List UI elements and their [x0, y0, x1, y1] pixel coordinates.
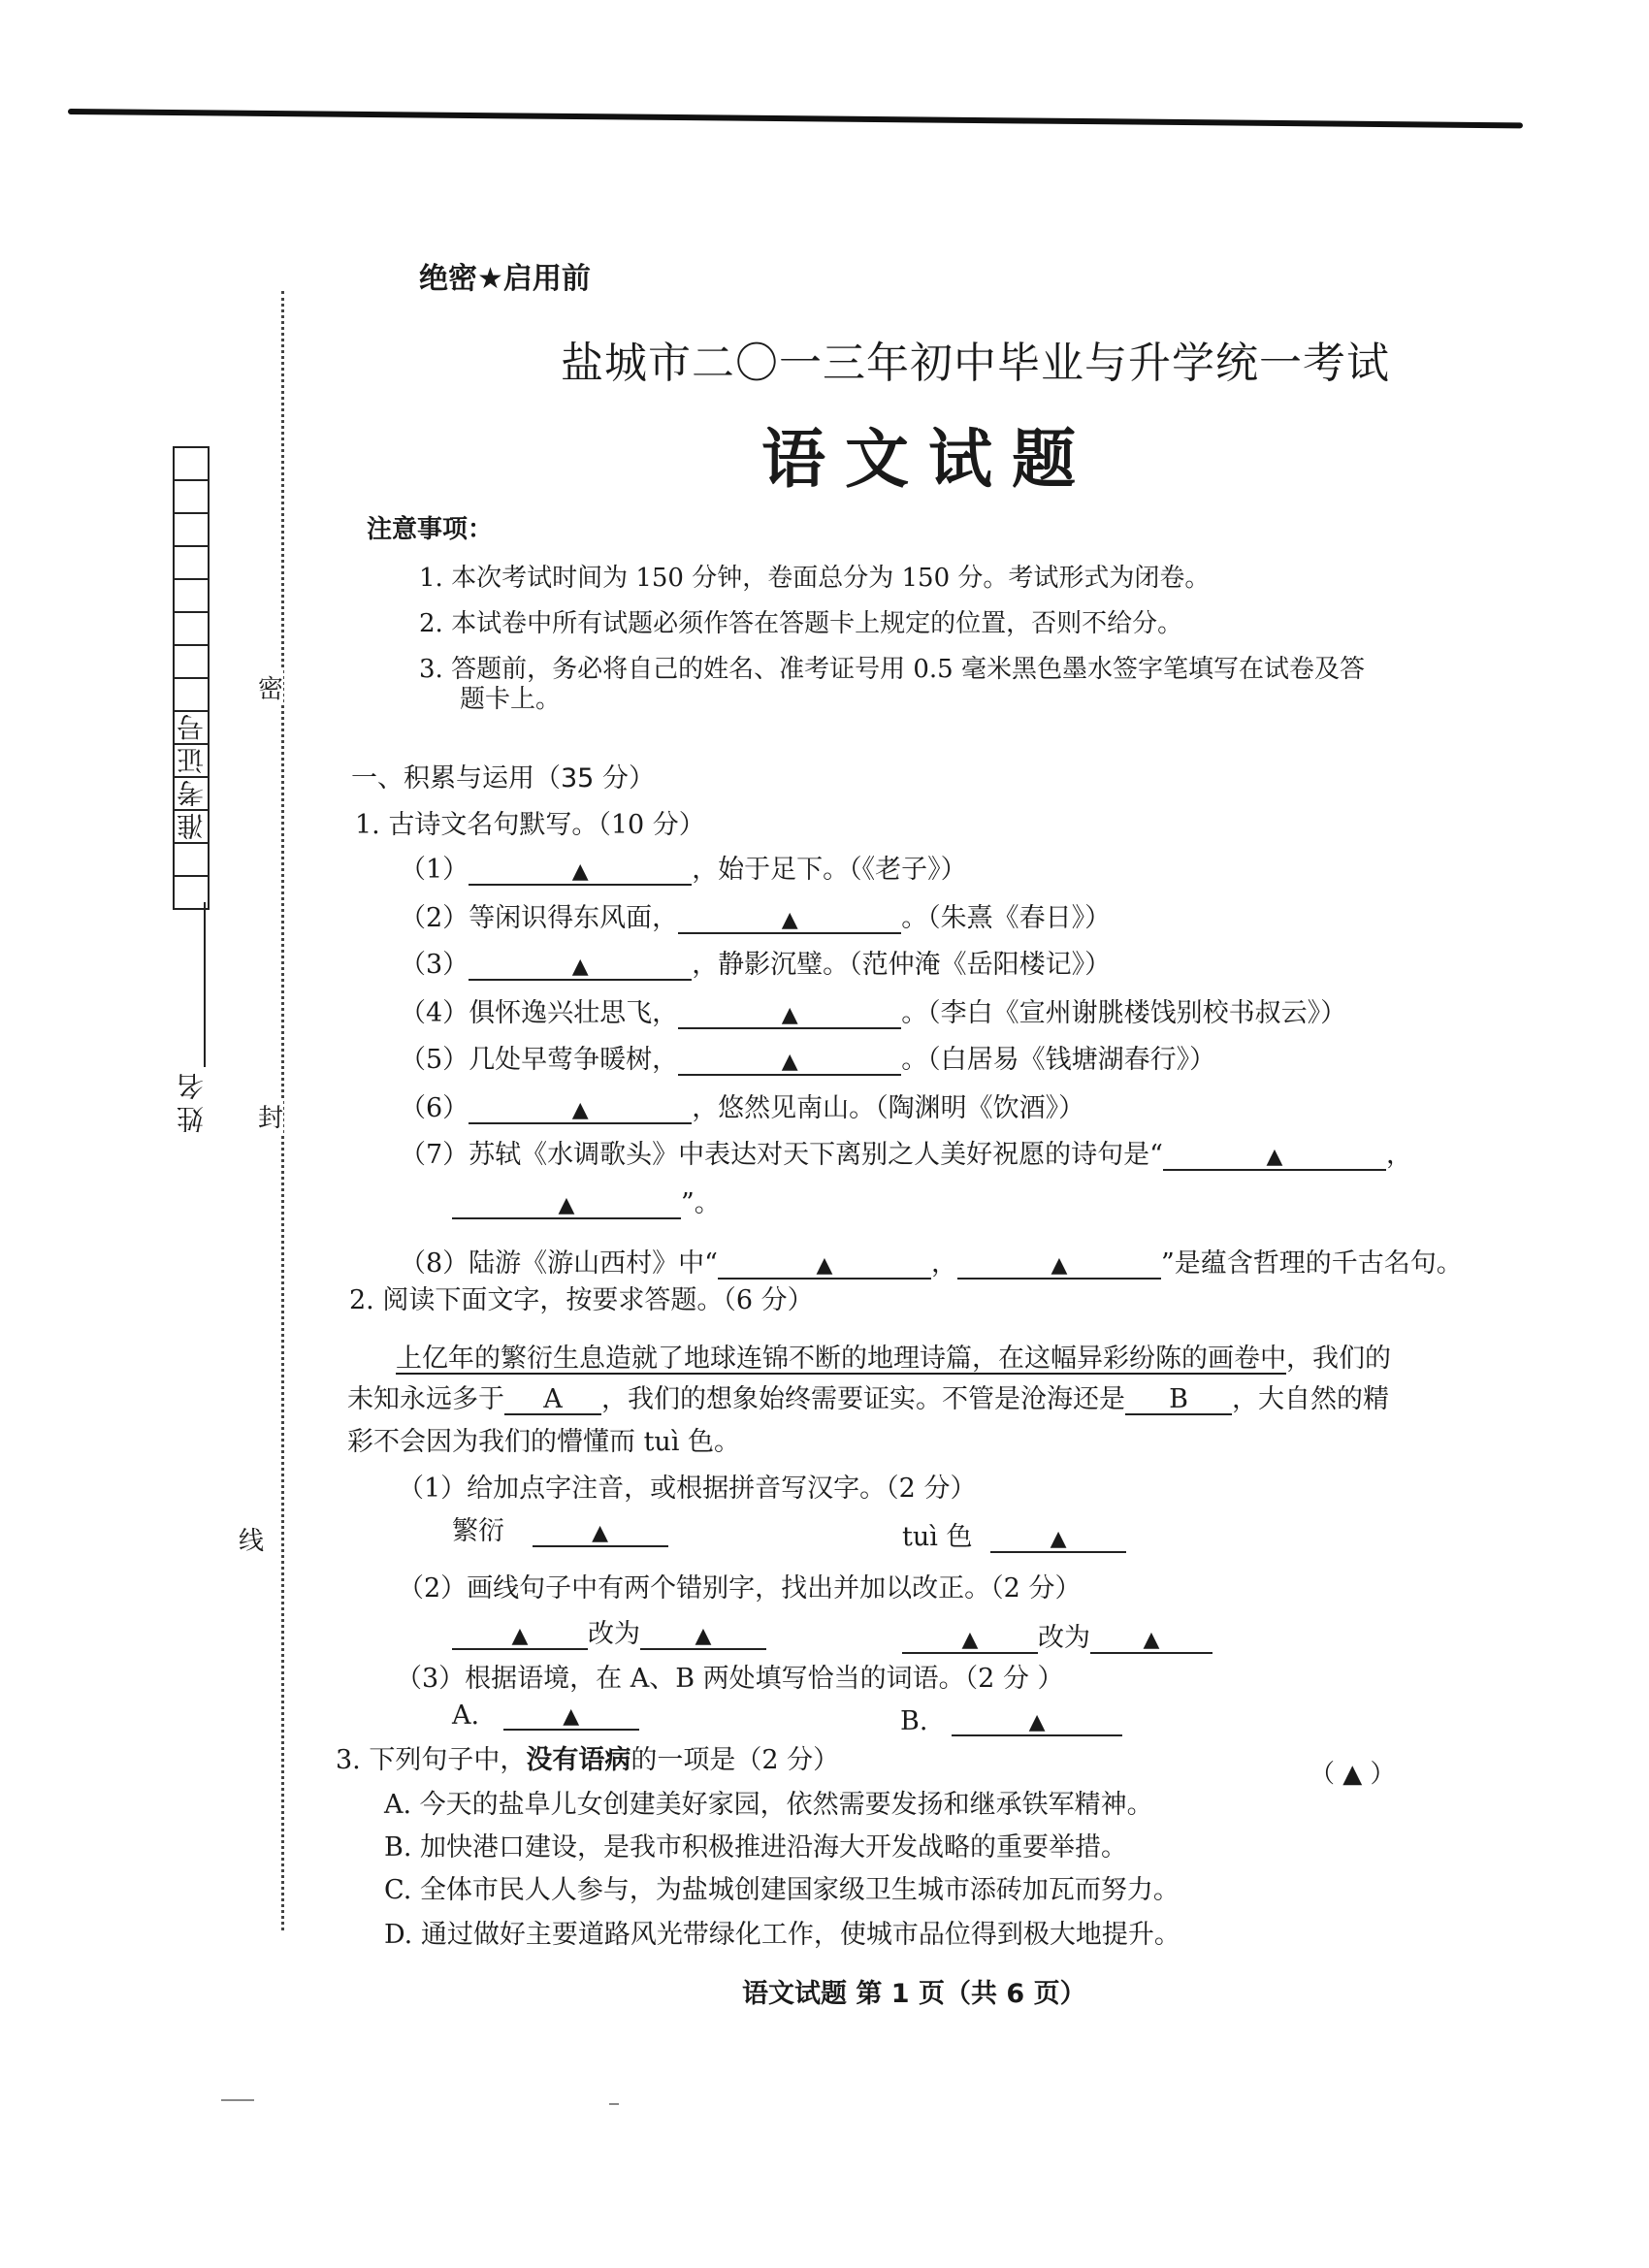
question-1-stem: 1. 古诗文名句默写。（10 分） — [355, 810, 705, 840]
answer-blank[interactable] — [678, 903, 901, 934]
q1-line-1: （1） ▲ ，始于足下。（《老子》） — [400, 855, 967, 885]
note-item: 3. 答题前，务必将自己的姓名、准考证号用 0.5 毫米黑色墨水签字笔填写在试卷及答 — [419, 655, 1365, 684]
q1-line-7: （7）苏轼《水调歌头》中表达对天下离别之人美好祝愿的诗句是“ ▲ ， — [400, 1140, 1412, 1170]
seal-mi-label: 密 — [258, 669, 283, 705]
answer-blank[interactable] — [957, 1248, 1161, 1280]
note-item: 题卡上。 — [460, 685, 562, 714]
note-item: 2. 本试卷中所有试题必须作答在答题卡上规定的位置，否则不给分。 — [419, 609, 1183, 638]
scan-speck — [221, 2099, 254, 2101]
exam-number-boxes — [173, 448, 208, 910]
underlined-sentence: 上亿年的繁衍生息造就了地球连锦不断的地理诗篇，在这幅异彩纷陈的画卷中 — [396, 1344, 1286, 1374]
blank-triangle-icon: ▲ — [1051, 1253, 1068, 1278]
q2-sub-1: （1）给加点字注音，或根据拼音写汉字。（2 分） — [398, 1474, 977, 1504]
blank-triangle-icon: ▲ — [781, 908, 798, 932]
answer-blank[interactable] — [952, 1705, 1122, 1736]
answer-blank[interactable] — [533, 1516, 668, 1547]
answer-blank[interactable] — [902, 1623, 1038, 1654]
answer-blank[interactable] — [469, 950, 692, 981]
q2-passage-line-3: 彩不会因为我们的懵懂而 tuì 色。 — [347, 1427, 741, 1457]
blank-triangle-icon: ▲ — [1050, 1527, 1067, 1551]
answer-blank[interactable] — [452, 1619, 588, 1650]
answer-blank[interactable] — [678, 1045, 901, 1076]
q1-line-2: （2）等闲识得东风面， ▲ 。（朱熹《春日》） — [400, 903, 1112, 933]
q3-option-b: B. 加快港口建设，是我市积极推进沿海大开发战略的重要举措。 — [384, 1832, 1128, 1863]
blank-triangle-icon: ▲ — [571, 1098, 589, 1122]
q2-sub-1-b: tuì 色 ▲ — [902, 1515, 1126, 1553]
answer-blank[interactable] — [503, 1700, 639, 1731]
seal-xian-label: 线 — [239, 1521, 264, 1557]
exam-subtitle: 盐城市二〇一三年初中毕业与升学统一考试 — [561, 339, 1390, 388]
blank-triangle-icon: ▲ — [511, 1624, 529, 1648]
q2-sub-3-a: A. ▲ — [452, 1700, 639, 1731]
note-item: 1. 本次考试时间为 150 分钟，卷面总分为 150 分。考试形式为闭卷。 — [419, 564, 1211, 593]
answer-blank[interactable] — [1163, 1140, 1386, 1171]
q3-option-c: C. 全体市民人人参与，为盐城创建国家级卫生城市添砖加瓦而努力。 — [384, 1875, 1180, 1905]
blank-triangle-icon: ▲ — [563, 1704, 580, 1729]
notes-heading: 注意事项： — [367, 515, 494, 544]
blank-triangle-icon: ▲ — [558, 1193, 575, 1217]
q1-line-7-cont: ▲ ”。 — [452, 1182, 721, 1219]
blank-triangle-icon: ▲ — [571, 859, 589, 884]
name-fill-line — [204, 902, 206, 1067]
q2-sub-2-pair-2: ▲ 改为 ▲ — [902, 1616, 1212, 1654]
answer-bracket[interactable]: （ ▲ ） — [1310, 1760, 1396, 1789]
passage-blank-b[interactable]: B — [1125, 1384, 1232, 1415]
q2-sub-3: （3）根据语境，在 A、B 两处填写恰当的词语。（2 分 ） — [396, 1664, 1064, 1694]
blank-triangle-icon: ▲ — [571, 955, 589, 979]
section-heading: 一、积累与运用（35 分） — [351, 763, 655, 794]
seal-feng-label: 封 — [258, 1098, 283, 1134]
blank-triangle-icon: ▲ — [1028, 1710, 1046, 1734]
answer-blank[interactable] — [1090, 1623, 1212, 1654]
answer-blank[interactable] — [469, 1093, 692, 1124]
q2-passage-line-1: 上亿年的繁衍生息造就了地球连锦不断的地理诗篇，在这幅异彩纷陈的画卷中，我们的 — [396, 1344, 1391, 1374]
top-border-rule — [68, 109, 1523, 128]
answer-blank[interactable] — [990, 1522, 1126, 1553]
answer-blank[interactable] — [718, 1248, 931, 1280]
scan-speck — [609, 2103, 619, 2105]
q1-line-6: （6） ▲ ，悠然见南山。（陶渊明《饮酒》） — [400, 1093, 1085, 1123]
blank-triangle-icon: ▲ — [695, 1624, 712, 1648]
question-3-stem: 3. 下列句子中，没有语病的一项是（2 分） — [336, 1745, 840, 1775]
q1-line-3: （3） ▲ ，静影沉璧。（范仲淹《岳阳楼记》） — [400, 950, 1112, 980]
exam-number-label: 准考证号 — [176, 708, 208, 840]
blank-triangle-icon: ▲ — [1143, 1628, 1160, 1652]
classified-mark: 绝密★启用前 — [419, 262, 591, 296]
passage-blank-a[interactable]: A — [504, 1384, 601, 1415]
page-title: 语文试题 — [761, 421, 1095, 497]
q1-line-8: （8）陆游《游山西村》中“ ▲ ， ▲ ”是蕴含哲理的千古名句。 — [400, 1248, 1463, 1279]
q1-line-5: （5）几处早莺争暖树， ▲ 。（白居易《钱塘湖春行》） — [400, 1045, 1216, 1075]
q3-option-d: D. 通过做好主要道路风光带绿化工作，使城市品位得到极大地提升。 — [384, 1920, 1180, 1950]
blank-triangle-icon: ▲ — [961, 1628, 979, 1652]
answer-blank[interactable] — [452, 1188, 681, 1219]
q3-option-a: A. 今天的盐阜儿女创建美好家园，依然需要发扬和继承铁军精神。 — [384, 1790, 1153, 1820]
q1-line-4: （4）俱怀逸兴壮思飞， ▲ 。（李白《宣州谢朓楼饯别校书叔云》） — [400, 998, 1347, 1028]
question-2-stem: 2. 阅读下面文字，按要求答题。（6 分） — [349, 1285, 814, 1315]
blank-triangle-icon: ▲ — [816, 1253, 833, 1278]
blank-triangle-icon: ▲ — [781, 1003, 798, 1027]
page-footer: 语文试题 第 1 页（共 6 页） — [742, 1979, 1086, 2009]
answer-blank[interactable] — [640, 1619, 766, 1650]
q2-sub-2: （2）画线句子中有两个错别字，找出并加以改正。（2 分） — [398, 1573, 1082, 1604]
blank-triangle-icon: ▲ — [781, 1050, 798, 1074]
blank-triangle-icon: ▲ — [592, 1521, 609, 1545]
q2-sub-1-a: 繁衍 ▲ — [452, 1509, 668, 1547]
q2-sub-3-b: B. ▲ — [900, 1705, 1122, 1736]
q2-passage-line-2: 未知永远多于 A ，我们的想象始终需要证实。不管是沧海还是 B ，大自然的精 — [347, 1384, 1389, 1414]
answer-blank[interactable] — [469, 855, 692, 886]
answer-blank[interactable] — [678, 998, 901, 1029]
name-label: 姓名 — [176, 1067, 208, 1133]
blank-triangle-icon: ▲ — [1266, 1145, 1283, 1169]
q2-sub-2-pair-1: ▲ 改为 ▲ — [452, 1612, 766, 1650]
